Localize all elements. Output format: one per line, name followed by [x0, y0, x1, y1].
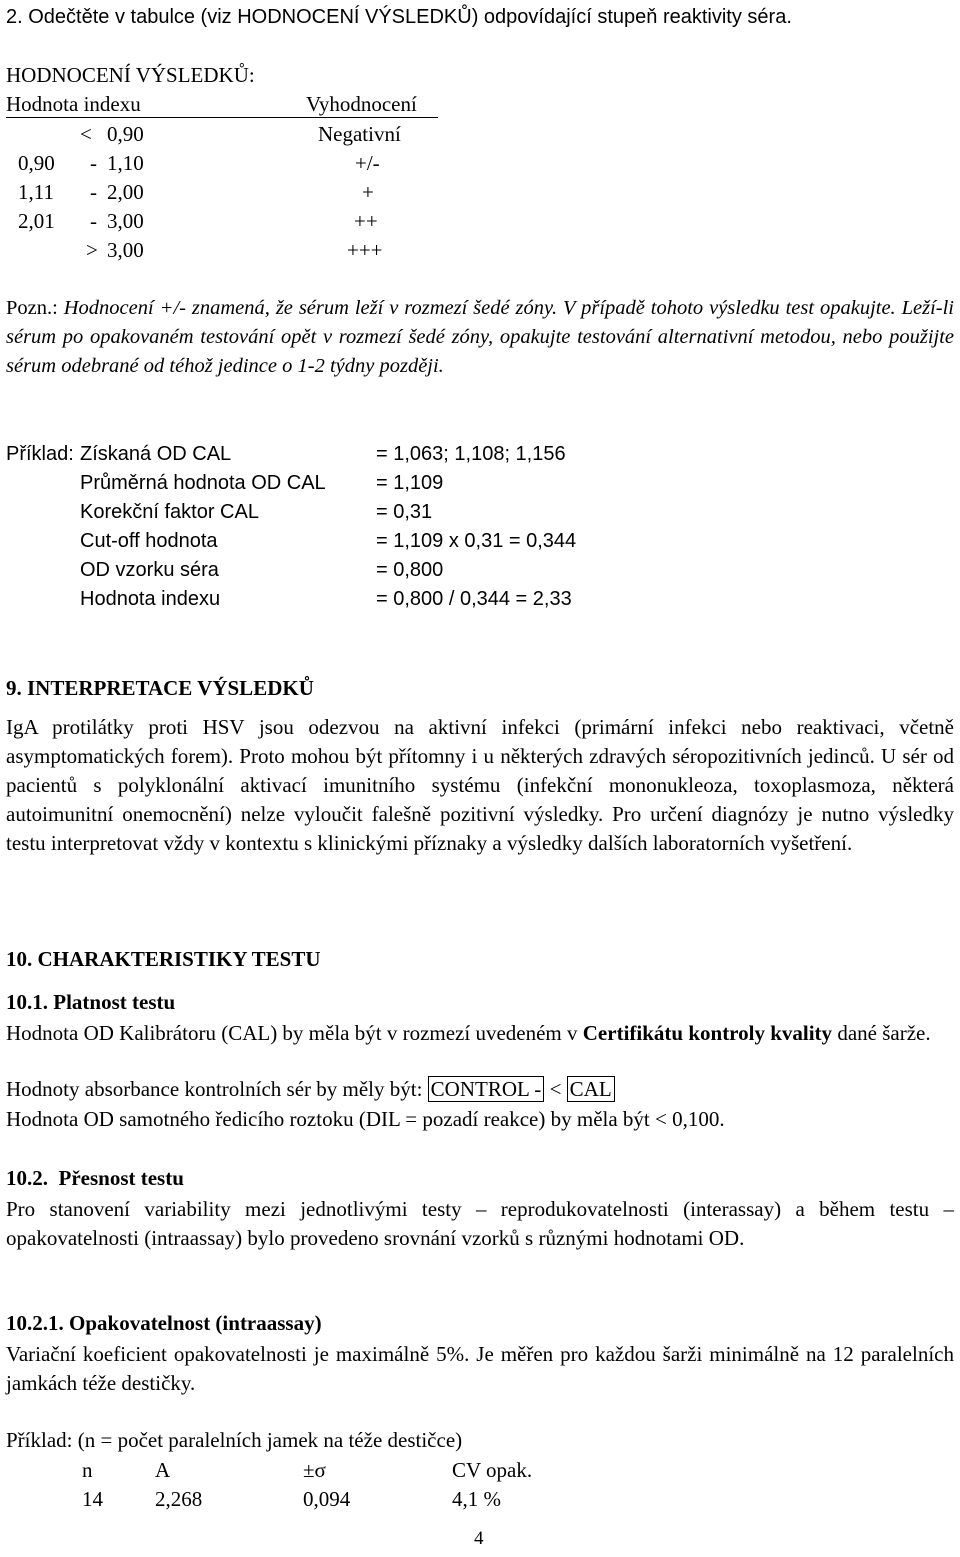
example-value: = 0,800 / 0,344 = 2,33: [376, 588, 572, 610]
example-value: = 0,31: [376, 501, 433, 523]
example-row: [6, 500, 706, 526]
header-cv: CV opak.: [452, 1458, 533, 1482]
less-than: <: [549, 1077, 562, 1101]
example-row: [6, 471, 706, 497]
example-key: Cut-off hodnota: [80, 530, 218, 552]
section-10-heading: 10. CHARAKTERISTIKY TESTU: [6, 947, 321, 971]
eval-b: 1,10: [107, 151, 144, 175]
example-row: [6, 529, 706, 555]
precision-table-header: [0, 1458, 700, 1486]
certificate-name: Certifikátu kontroly kvality: [582, 1021, 833, 1045]
header-a: A: [155, 1458, 171, 1482]
example-row: [6, 442, 706, 468]
example-value: = 1,109: [376, 472, 444, 494]
eval-row: [0, 180, 440, 208]
eval-a: 2,01: [18, 209, 55, 233]
eval-b: 3,00: [107, 209, 144, 233]
cal-box: CAL: [567, 1076, 615, 1102]
cell-n: 14: [82, 1487, 103, 1511]
example-key: Získaná OD CAL: [80, 443, 232, 465]
eval-col1: Hodnota indexu: [6, 92, 141, 116]
eval-result: +++: [347, 238, 383, 262]
controls-line: [6, 1077, 615, 1102]
example-key: Hodnota indexu: [80, 588, 221, 610]
eval-result: +: [362, 180, 374, 204]
eval-row: [0, 209, 440, 237]
eval-col2: Vyhodnocení: [306, 92, 417, 116]
eval-b: 3,00: [107, 238, 144, 262]
section-10-2-number: 10.2.: [6, 1166, 48, 1190]
section-9-heading: 9. INTERPRETACE VÝSLEDKŮ: [6, 676, 314, 700]
note-text: Hodnocení +/- znamená, že sérum leží v rozmezí šedé zóny. V případě tohoto výsledku test opakujte. Leží-li sérum po opakovaném testování opět v rozmezí šedé zóny, opakujte testování alternativní metodou, nebo použijte sérum odebrané od téhož jedince o 1-2 týdny později.: [6, 297, 954, 377]
eval-row: [0, 122, 440, 150]
cell-a: 2,268: [155, 1487, 203, 1511]
header-sigma: ±σ: [303, 1458, 326, 1482]
example-label: Příklad:: [6, 443, 74, 465]
eval-b: 2,00: [107, 180, 144, 204]
section-9-text: IgA protilátky proti HSV jsou odezvou na aktivní infekci (primární infekci nebo reaktivaci, včetně asymptomatických forem). Proto mohou být přítomny i u některých zdravých séropozitivních jedinců. U sér od pacientů s polyklonální aktivací imunitního systému (infekční mononukleoza, toxoplasmoza, některá autoimunitní onemocnění) nelze vyloučit falešně pozitivní výsledky. Pro určení diagnózy je nutno výsledky testu interpretovat vždy v kontextu s klinickými příznaky a výsledky dalších laboratorních vyšetření.: [6, 715, 954, 855]
control-box: CONTROL -: [428, 1076, 545, 1102]
section-10-2-heading: [6, 1166, 184, 1191]
eval-a: 0,90: [18, 151, 55, 175]
eval-row: [0, 151, 440, 179]
note-paragraph: [6, 294, 954, 381]
eval-result: ++: [354, 209, 378, 233]
controls-text: Hodnoty absorbance kontrolních sér by měly být:: [6, 1077, 428, 1101]
validity-text-a: Hodnota OD Kalibrátoru (CAL) by měla být v rozmezí uvedeném v: [6, 1021, 583, 1045]
eval-row: [0, 238, 440, 266]
precision-paragraph: Pro stanovení variability mezi jednotlivými testy – reprodukovatelnosti (interassay) a během testu – opakovatelnosti (intraassay) bylo provedeno srovnání vzorků s různými hodnotami OD.: [6, 1197, 954, 1250]
eval-sep: -: [90, 151, 97, 175]
cell-cv: 4,1 %: [452, 1487, 501, 1511]
example-key: Průměrná hodnota OD CAL: [80, 472, 326, 494]
eval-sep: -: [90, 209, 97, 233]
dil-line: Hodnota OD samotného ředicího roztoku (DIL = pozadí reakce) by měla být < 0,100.: [6, 1107, 725, 1131]
eval-b: 0,90: [107, 122, 144, 146]
cell-sigma: 0,094: [303, 1487, 351, 1511]
example-value: = 1,109 x 0,31 = 0,344: [376, 530, 577, 552]
page-number: 4: [474, 1528, 484, 1549]
example-row: [6, 558, 706, 584]
example-key: Korekční faktor CAL: [80, 501, 259, 523]
example-value: = 0,800: [376, 559, 444, 581]
example-row: [6, 587, 706, 613]
example-value: = 1,063; 1,108; 1,156: [376, 443, 566, 465]
repeatability-paragraph: Variační koeficient opakovatelnosti je maximálně 5%. Je měřen pro každou šarži minimálně na 12 paralelních jamkách téže destičky.: [6, 1342, 954, 1395]
example-2-label: Příklad: (n = počet paralelních jamek na téže destičce): [6, 1428, 463, 1452]
eval-result: Negativní: [318, 122, 401, 146]
eval-title: HODNOCENÍ VÝSLEDKŮ:: [6, 63, 255, 87]
validity-paragraph: [6, 1019, 954, 1048]
eval-sep: >: [86, 238, 98, 262]
eval-header-row: [6, 92, 438, 118]
section-10-2-title: Přesnost testu: [58, 1166, 184, 1190]
item-2: 2. Odečtěte v tabulce (viz HODNOCENÍ VÝSLEDKŮ) odpovídající stupeň reaktivity séra.: [6, 6, 792, 28]
example-key: OD vzorku séra: [80, 559, 219, 581]
eval-sep: -: [90, 180, 97, 204]
eval-a: 1,11: [18, 180, 54, 204]
section-10-2-1-heading: 10.2.1. Opakovatelnost (intraassay): [6, 1311, 322, 1335]
eval-result: +/-: [355, 151, 380, 175]
header-n: n: [82, 1458, 93, 1482]
eval-sep: <: [80, 122, 92, 146]
note-prefix: Pozn.:: [6, 297, 64, 319]
section-10-1-heading: 10.1. Platnost testu: [6, 990, 176, 1014]
precision-table-row: [0, 1487, 700, 1515]
validity-text-c: dané šarže.: [832, 1021, 931, 1045]
